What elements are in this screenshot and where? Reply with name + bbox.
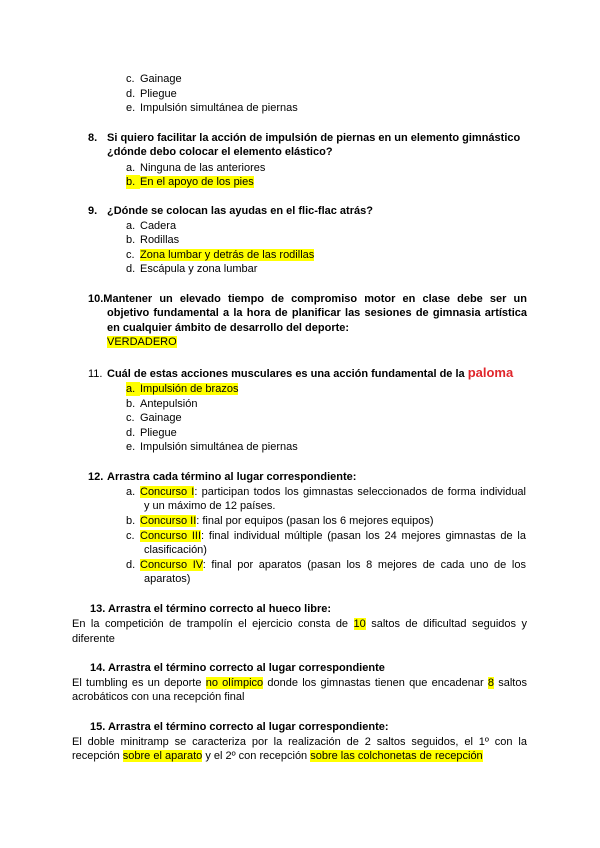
question-8-line1: 8. Si quiero facilitar la acción de impulsión de piernas en un elemento gimnástico: [88, 132, 521, 144]
question-9: 9. ¿Dónde se colocan las ayudas en el flic-flac atrás?: [88, 205, 373, 217]
drop-fill[interactable]: sobre el aparato: [122, 750, 203, 762]
question-13-body-line2: diferente: [72, 633, 115, 645]
question-14-body: El tumbling es un deporte no olímpico donde los gimnastas tienen que encadenar 8 saltos: [72, 677, 527, 689]
question-12: 12. Arrastra cada término al lugar correspondiente:: [88, 471, 357, 483]
drop-fill[interactable]: 8: [487, 677, 495, 689]
question-10-line1: 10.Mantener un elevado tiempo de compromiso motor en clase debe ser un: [88, 293, 527, 305]
answer-true: VERDADERO: [107, 336, 177, 348]
drop-fill[interactable]: sobre las colchonetas de recepción: [310, 750, 483, 762]
option-item: b. Rodillas: [126, 234, 180, 246]
option-item: d. Pliegue: [126, 427, 177, 439]
question-15-body-line2: recepción sobre el aparato y el 2º con recepción sobre las colchonetas de recepción: [72, 750, 483, 762]
question-8-line2: ¿dónde debo colocar el elemento elástico?: [107, 146, 333, 158]
question-13-body: En la competición de trampolín el ejercicio consta de 10 saltos de dificultad seguidos y: [72, 618, 527, 630]
question-15-body: El doble minitramp se caracteriza por la realización de 2 saltos seguidos, el 1º con la: [72, 736, 527, 748]
match-item-concurso-3: c. Concurso III: final individual múltiple (pasan los 24 mejores gimnastas de la: [126, 530, 526, 542]
match-item-continuation: y un máximo de 12 países.: [144, 500, 276, 512]
question-14-body-line2: acrobáticos con una recepción final: [72, 691, 245, 703]
drag-term[interactable]: Concurso I: [140, 486, 195, 498]
drag-term[interactable]: Concurso II: [140, 515, 197, 527]
match-item-concurso-2: b. Concurso II: final por equipos (pasan los 6 mejores equipos): [126, 515, 434, 527]
match-item-continuation: aparatos): [144, 573, 191, 585]
list-item: d. Pliegue: [126, 88, 177, 100]
option-item-correct: c. Zona lumbar y detrás de las rodillas: [126, 249, 315, 261]
option-item: a. Ninguna de las anteriores: [126, 162, 266, 174]
option-item: d. Escápula y zona lumbar: [126, 263, 258, 275]
drag-term[interactable]: Concurso IV: [140, 559, 203, 571]
question-14: 14. Arrastra el término correcto al lugar correspondiente: [90, 662, 385, 674]
list-item: c. Gainage: [126, 73, 182, 85]
match-item-concurso-4: d. Concurso IV: final por aparatos (pasan los 8 mejores de cada uno de los: [126, 559, 526, 571]
option-item: b. Antepulsión: [126, 398, 198, 410]
keyword-paloma: paloma: [467, 365, 514, 380]
question-15: 15. Arrastra el término correcto al lugar correspondiente:: [90, 721, 389, 733]
option-item: a. Cadera: [126, 220, 177, 232]
question-11: 11. Cuál de estas acciones musculares es una acción fundamental de la paloma: [88, 365, 514, 380]
question-10-line2: objetivo fundamental a la hora de planificar las sesiones de gimnasia artística: [107, 307, 527, 319]
option-item-correct: a. Impulsión de brazos: [126, 383, 239, 395]
match-item-concurso-1: a. Concurso I: participan todos los gimnastas seleccionados de forma individual: [126, 486, 526, 498]
list-item: e. Impulsión simultánea de piernas: [126, 102, 298, 114]
option-item: c. Gainage: [126, 412, 182, 424]
drop-fill[interactable]: 10: [353, 618, 366, 630]
option-item-correct: b. En el apoyo de los pies: [126, 176, 254, 188]
question-10-line3: en cualquier ámbito de desarrollo del deporte:: [107, 322, 350, 334]
question-13: 13. Arrastra el término correcto al hueco libre:: [90, 603, 332, 615]
drop-fill[interactable]: no olímpico: [205, 677, 264, 689]
drag-term[interactable]: Concurso III: [140, 530, 202, 542]
option-item: e. Impulsión simultánea de piernas: [126, 441, 298, 453]
match-item-continuation: clasificación): [144, 544, 207, 556]
